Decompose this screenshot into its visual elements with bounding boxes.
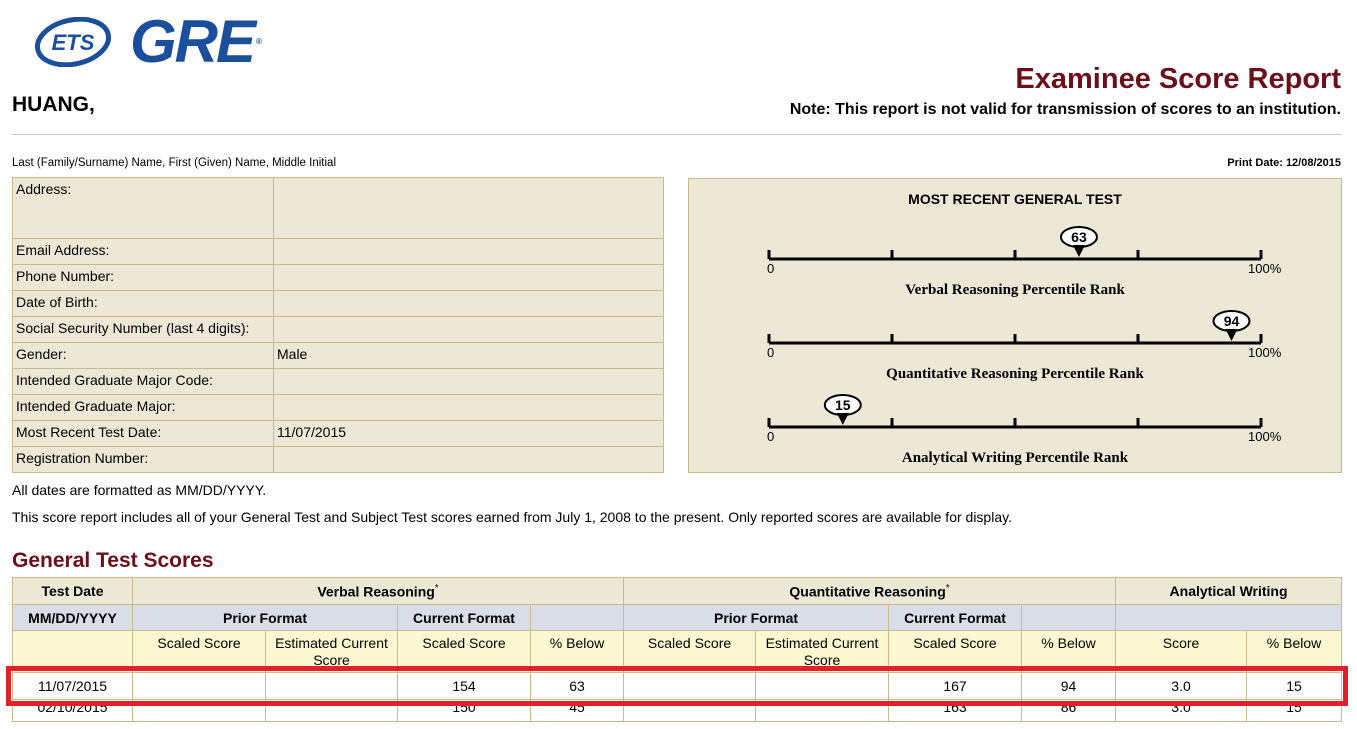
header-verbal-blank	[531, 605, 624, 631]
info-row	[13, 369, 664, 395]
row-verbal-scaled: 150	[398, 700, 531, 722]
rank-marker-value: 15	[835, 397, 851, 413]
header-date-format: MM/DD/YYYY	[13, 605, 133, 631]
info-value: 11/07/2015	[274, 421, 664, 447]
date-format-note: All dates are formatted as MM/DD/YYYY.	[12, 482, 267, 498]
row-quant-below: 94	[1022, 673, 1116, 700]
rank-panel-title: MOST RECENT GENERAL TEST	[908, 191, 1122, 207]
row-writing-below: 15	[1247, 673, 1342, 700]
info-value	[274, 369, 664, 395]
subheader-quant-prior-scaled: Scaled Score	[624, 631, 756, 673]
rank-label: Quantitative Reasoning Percentile Rank	[886, 366, 1144, 382]
rank-marker-pointer	[1073, 245, 1085, 257]
row-verbal-below: 45	[531, 700, 624, 722]
gre-logo: GRE ®	[130, 8, 262, 75]
rank-marker-pointer	[837, 413, 849, 425]
subheader-verbal-estimated: Estimated Current Score	[266, 631, 398, 673]
row-quant-scaled: 163	[889, 700, 1022, 722]
percentile-rank-panel	[688, 178, 1342, 473]
info-label: Intended Graduate Major Code:	[13, 369, 274, 395]
general-test-scores-title: General Test Scores	[12, 549, 214, 572]
name-format-caption: Last (Family/Surname) Name, First (Given) Name, Middle Initial	[12, 157, 336, 169]
rank-scale-max-label: 100%	[1248, 429, 1282, 444]
row-date: 02/10/2015	[13, 700, 133, 722]
header-quant-current-format: Current Format	[889, 605, 1022, 631]
subheader-quant-estimated: Estimated Current Score	[756, 631, 889, 673]
row-verbal-below: 63	[531, 673, 624, 700]
personal-info-table	[12, 177, 664, 473]
rank-scale-min-label: 0	[767, 261, 775, 276]
subheader-verbal-prior-scaled: Scaled Score	[133, 631, 266, 673]
header-quant-prior-format: Prior Format	[624, 605, 889, 631]
print-date: Print Date: 12/08/2015	[1227, 157, 1341, 169]
info-value	[274, 178, 664, 239]
row-quant-below: 86	[1022, 700, 1116, 722]
header-writing-blank	[1116, 605, 1342, 631]
percentile-rank-scales	[689, 179, 1343, 474]
rank-label: Analytical Writing Percentile Rank	[901, 450, 1129, 466]
info-row	[13, 343, 664, 369]
header-quant-blank	[1022, 605, 1116, 631]
examinee-name: HUANG,	[12, 93, 95, 116]
subheader-writing-below: % Below	[1247, 631, 1342, 673]
info-label: Gender:	[13, 343, 274, 369]
info-row	[13, 447, 664, 473]
row-quant-scaled: 167	[889, 673, 1022, 700]
score-range-note: This score report includes all of your General Test and Subject Test scores earned from July 1, 2008 to the present. Only reported scores are available for display.	[12, 509, 1012, 525]
rank-scale-max-label: 100%	[1248, 261, 1282, 276]
info-row	[13, 421, 664, 447]
subheader-quant-scaled: Scaled Score	[889, 631, 1022, 673]
subheader-verbal-scaled: Scaled Score	[398, 631, 531, 673]
info-label: Email Address:	[13, 239, 274, 265]
info-label: Address:	[13, 178, 274, 239]
info-value	[274, 447, 664, 473]
info-row	[13, 317, 664, 343]
info-value	[274, 395, 664, 421]
info-row	[13, 178, 664, 239]
rank-marker-pointer	[1225, 329, 1237, 341]
row-writing-below: 15	[1247, 700, 1342, 722]
report-title: Examinee Score Report	[1015, 63, 1341, 95]
info-label: Registration Number:	[13, 447, 274, 473]
row-writing-score: 3.0	[1116, 700, 1247, 722]
header-verbal: Verbal Reasoning*	[133, 578, 624, 605]
row-date: 11/07/2015	[13, 673, 133, 700]
info-label: Most Recent Test Date:	[13, 421, 274, 447]
info-row	[13, 265, 664, 291]
report-note: Note: This report is not valid for transmission of scores to an institution.	[789, 101, 1341, 118]
header-verbal-current-format: Current Format	[398, 605, 531, 631]
info-value	[274, 265, 664, 291]
info-label: Date of Birth:	[13, 291, 274, 317]
header-verbal-prior-format: Prior Format	[133, 605, 398, 631]
info-label: Social Security Number (last 4 digits):	[13, 317, 274, 343]
info-value	[274, 239, 664, 265]
header-test-date: Test Date	[13, 578, 133, 605]
rank-scale-min-label: 0	[767, 429, 775, 444]
info-label: Intended Graduate Major:	[13, 395, 274, 421]
header-divider	[12, 134, 1341, 135]
info-row	[13, 239, 664, 265]
highlight-annotation-box	[6, 666, 1348, 706]
info-label: Phone Number:	[13, 265, 274, 291]
info-row	[13, 291, 664, 317]
subheader-writing-score: Score	[1116, 631, 1247, 673]
rank-label: Verbal Reasoning Percentile Rank	[905, 282, 1125, 298]
row-writing-score: 3.0	[1116, 673, 1247, 700]
ets-logo-text: ETS	[51, 30, 95, 55]
subheader-quant-below: % Below	[1022, 631, 1116, 673]
header-writing: Analytical Writing	[1116, 578, 1342, 605]
rank-scale-max-label: 100%	[1248, 345, 1282, 360]
info-value	[274, 291, 664, 317]
rank-scale-min-label: 0	[767, 345, 775, 360]
info-value: Male	[274, 343, 664, 369]
subheader-verbal-below: % Below	[531, 631, 624, 673]
rank-marker-value: 94	[1223, 313, 1240, 329]
info-value	[274, 317, 664, 343]
ets-logo	[34, 17, 112, 67]
rank-marker-value: 63	[1071, 229, 1087, 245]
info-row	[13, 395, 664, 421]
row-verbal-scaled: 154	[398, 673, 531, 700]
header-quant: Quantitative Reasoning*	[624, 578, 1116, 605]
